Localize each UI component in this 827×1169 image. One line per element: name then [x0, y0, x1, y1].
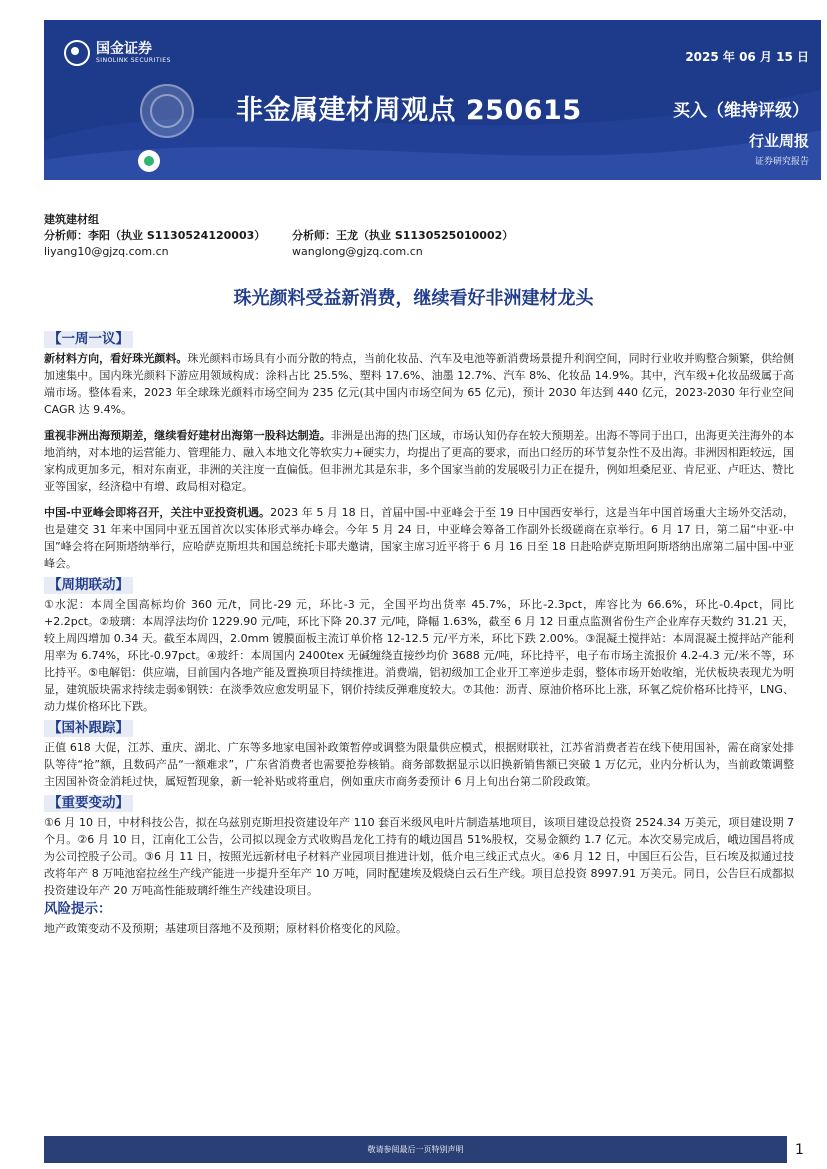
paragraph-changes: ①6 月 10 日，中材科技公告，拟在乌兹别克斯坦投资建设年产 110 套百米级风电叶片制造基地项目，该项目建设总投资 2524.34 万美元，项目建设期 7 个月。②6 月 10 日，江南化工公告，公司拟以现金方式收购昌龙化工持有的峨边国昌 51%股权，交易金额约 1.7 亿元。本次交易完成后，峨边国昌将成为公司控股子公司。③6 月 11 日，按照光远新材电子材料产业园项目推进计划，低介电三线正式点火。④6 月 12 日，中国巨石公告，巨石埃及拟通过技改将年产 8 万吨池窑拉丝生产线产能进一步提升至年产 10 万吨，同时配建埃及煅烧白云石生产线。项目总投资 8997.91 万美元。同日，公告巨石成都拟投资建设年产 20 万吨高性能玻璃纤维生产线建设项目。: [44, 816, 794, 897]
paragraph-central-asia: [44, 504, 794, 572]
paragraph-subsidy: 正值 618 大促，江苏、重庆、湖北、广东等多地家电国补政策暂停或调整为限量供应模式，根据财联社，江苏省消费者若在线下使用国补，需在商家处排队等待“抢”额，且数码产品“一额难求”，广东省消费者也需要抢券核销。商务部数据显示以旧换新销售额已突破 1 万亿元，业内分析认为，当前政策调整主因国补资金消耗过快，属短暂现象，新一轮补贴或将重启，例如重庆市商务委预计 6 月上旬出台第二阶段政策。: [44, 741, 794, 788]
paragraph-lead: 中国-中亚峰会即将召开，关注中亚投资机遇。: [44, 506, 271, 519]
paragraph-lead: 新材料方向，看好珠光颜料。: [44, 352, 188, 365]
logo-icon: [64, 40, 90, 66]
company-logo: [64, 40, 171, 66]
report-title: 非金属建材周观点 250615: [236, 95, 582, 126]
paragraph-cycle: ①水泥：本周全国高标均价 360 元/t，同比-29 元，环比-3 元，全国平均出货率 45.7%，环比-2.3pct，库容比为 66.6%，环比-0.4pct，同比+2.2pct。②玻璃：本周浮法均价 1229.90 元/吨，环比下降 20.37 元/吨，降幅 1.63%，截至 6 月 12 日重点监测省份生产企业库存天数约 31.21 天，较上周四增加 0.34 天。截至本周四，2.0mm 镀膜面板主流订单价格 12-12.5 元/平方米，环比下跌 2.00%。③混凝土搅拌站：本周混凝土搅拌站产能利用率为 6.74%，环比-0.97pct。④玻纤：本周国内 2400tex 无碱缠绕直接纱均价 3688 元/吨，环比持平，电子布市场主流报价 4.2-4.3 元/米不等，环比持平。⑤电解铝：供应端，目前国内各地产能及置换项目持续推进。消费端，铝初级加工企业开工率逆步走弱，整体市场开始收缩，光伏板块表现尤为明显，建筑版块需求持续走弱⑥钢铁：在淡季效应愈发明显下，钢价持续反弹难度较大。⑦其他：沥青、原油价格环比上涨，环氧乙烷价格环比持平，LNG、动力煤价格环比下跌。: [44, 598, 794, 713]
report-body: [44, 328, 794, 939]
team-name: 建筑建材组: [44, 213, 99, 226]
report-headline: 珠光颜料受益新消费，继续看好非洲建材龙头: [233, 288, 594, 309]
logo-name-en: SINOLINK SECURITIES: [96, 57, 171, 64]
paragraph-text: 非洲是出海的热门区域，市场认知仍存在较大预期差。出海不等同于出口，出海更关注海外的本地消纳，对本地的运营能力、管理能力、融入本地文化等软实力+硬实力，均提出了更高的要求，而出口经历的环节复杂性不及出海。非洲因相距较远，国家构成更加多元，相对东南亚，非洲的关注度一直偏低。但非洲尤其是东非，多个国家当前的发展吸引力正在提升，例如坦桑尼亚、肯尼亚、卢旺达、赞比亚等国家，经济稳中有增、政局相对稳定。: [44, 429, 795, 493]
page-number: 1: [795, 1142, 804, 1158]
analyst-1-email[interactable]: liyang10@gjzq.com.cn: [44, 245, 169, 258]
section-title-risk: 风险提示：: [44, 901, 112, 917]
analyst-1: 分析师：李阳（执业 S1130524120003）: [44, 229, 266, 242]
rating-label: 买入（维持评级）: [673, 101, 809, 121]
paragraph-text: 珠光颜料市场具有小而分散的特点，当前化妆品、汽车及电池等新消费场景提升利润空间，同时行业收并购整合频繁，供给侧加速集中。国内珠光颜料下游应用领域构成：涂料占比 25.5%、塑料 17.6%、油墨 12.7%、汽车 8%、化妆品 14.9%。其中，汽车级+化妆品级属于高端市场。整体看来，2023 年全球珠光颜料市场空间为 235 亿元(其中国内市场空间为 65 亿元)，预计 2030 年达到 440 亿元，2023-2030 年行业空间 CAGR 达 9.4%。: [44, 352, 794, 416]
paragraph-risk: 地产政策变动不及预期；基建项目落地不及预期；原材料价格变化的风险。: [44, 922, 407, 935]
report-date: 2025 年 06 月 15 日: [685, 50, 809, 64]
section-title-cycle: 【周期联动】: [44, 577, 133, 594]
section-title-weekly: 【一周一议】: [44, 331, 133, 348]
paragraph-pearl-pigment: [44, 350, 794, 418]
section-title-changes: 【重要变动】: [44, 795, 133, 812]
paragraph-text: 2023 年 5 月 18 日，首届中国-中亚峰会于至 19 日中国西安举行，这是当年中国首场重大主场外交活动，也是建交 31 年来中国同中亚五国首次以实体形式举办峰会。今年 5 月 24 日，中亚峰会筹备工作副外长级磋商在京举行。6 月 17 日，第二届“中亚-中国”峰会将在阿斯塔纳举行，应哈萨克斯坦共和国总统托卡耶夫邀请，国家主席习近平将于 6 月 16 日至 18 日赴哈萨克斯坦阿斯塔纳出席第二届中国-中亚峰会。: [44, 506, 794, 570]
footer-bar: [44, 1136, 787, 1163]
seal-stamp-icon: [140, 84, 194, 138]
analyst-2: 分析师：王龙（执业 S1130525010002）: [292, 229, 514, 242]
analyst-info: [44, 212, 804, 260]
wechat-icon: [138, 150, 160, 172]
logo-name-cn: 国金证券: [96, 41, 152, 57]
paragraph-africa: [44, 427, 794, 495]
report-subtype: 证券研究报告: [754, 157, 809, 167]
report-type: 行业周报: [748, 132, 809, 150]
analyst-2-email[interactable]: wanglong@gjzq.com.cn: [292, 245, 423, 258]
section-title-subsidy: 【国补跟踪】: [44, 720, 133, 737]
footer-disclaimer[interactable]: 敬请参阅最后一页特别声明: [367, 1145, 464, 1154]
report-header: [44, 20, 821, 180]
paragraph-lead: 重视非洲出海预期差，继续看好建材出海第一股科达制造。: [44, 429, 331, 442]
